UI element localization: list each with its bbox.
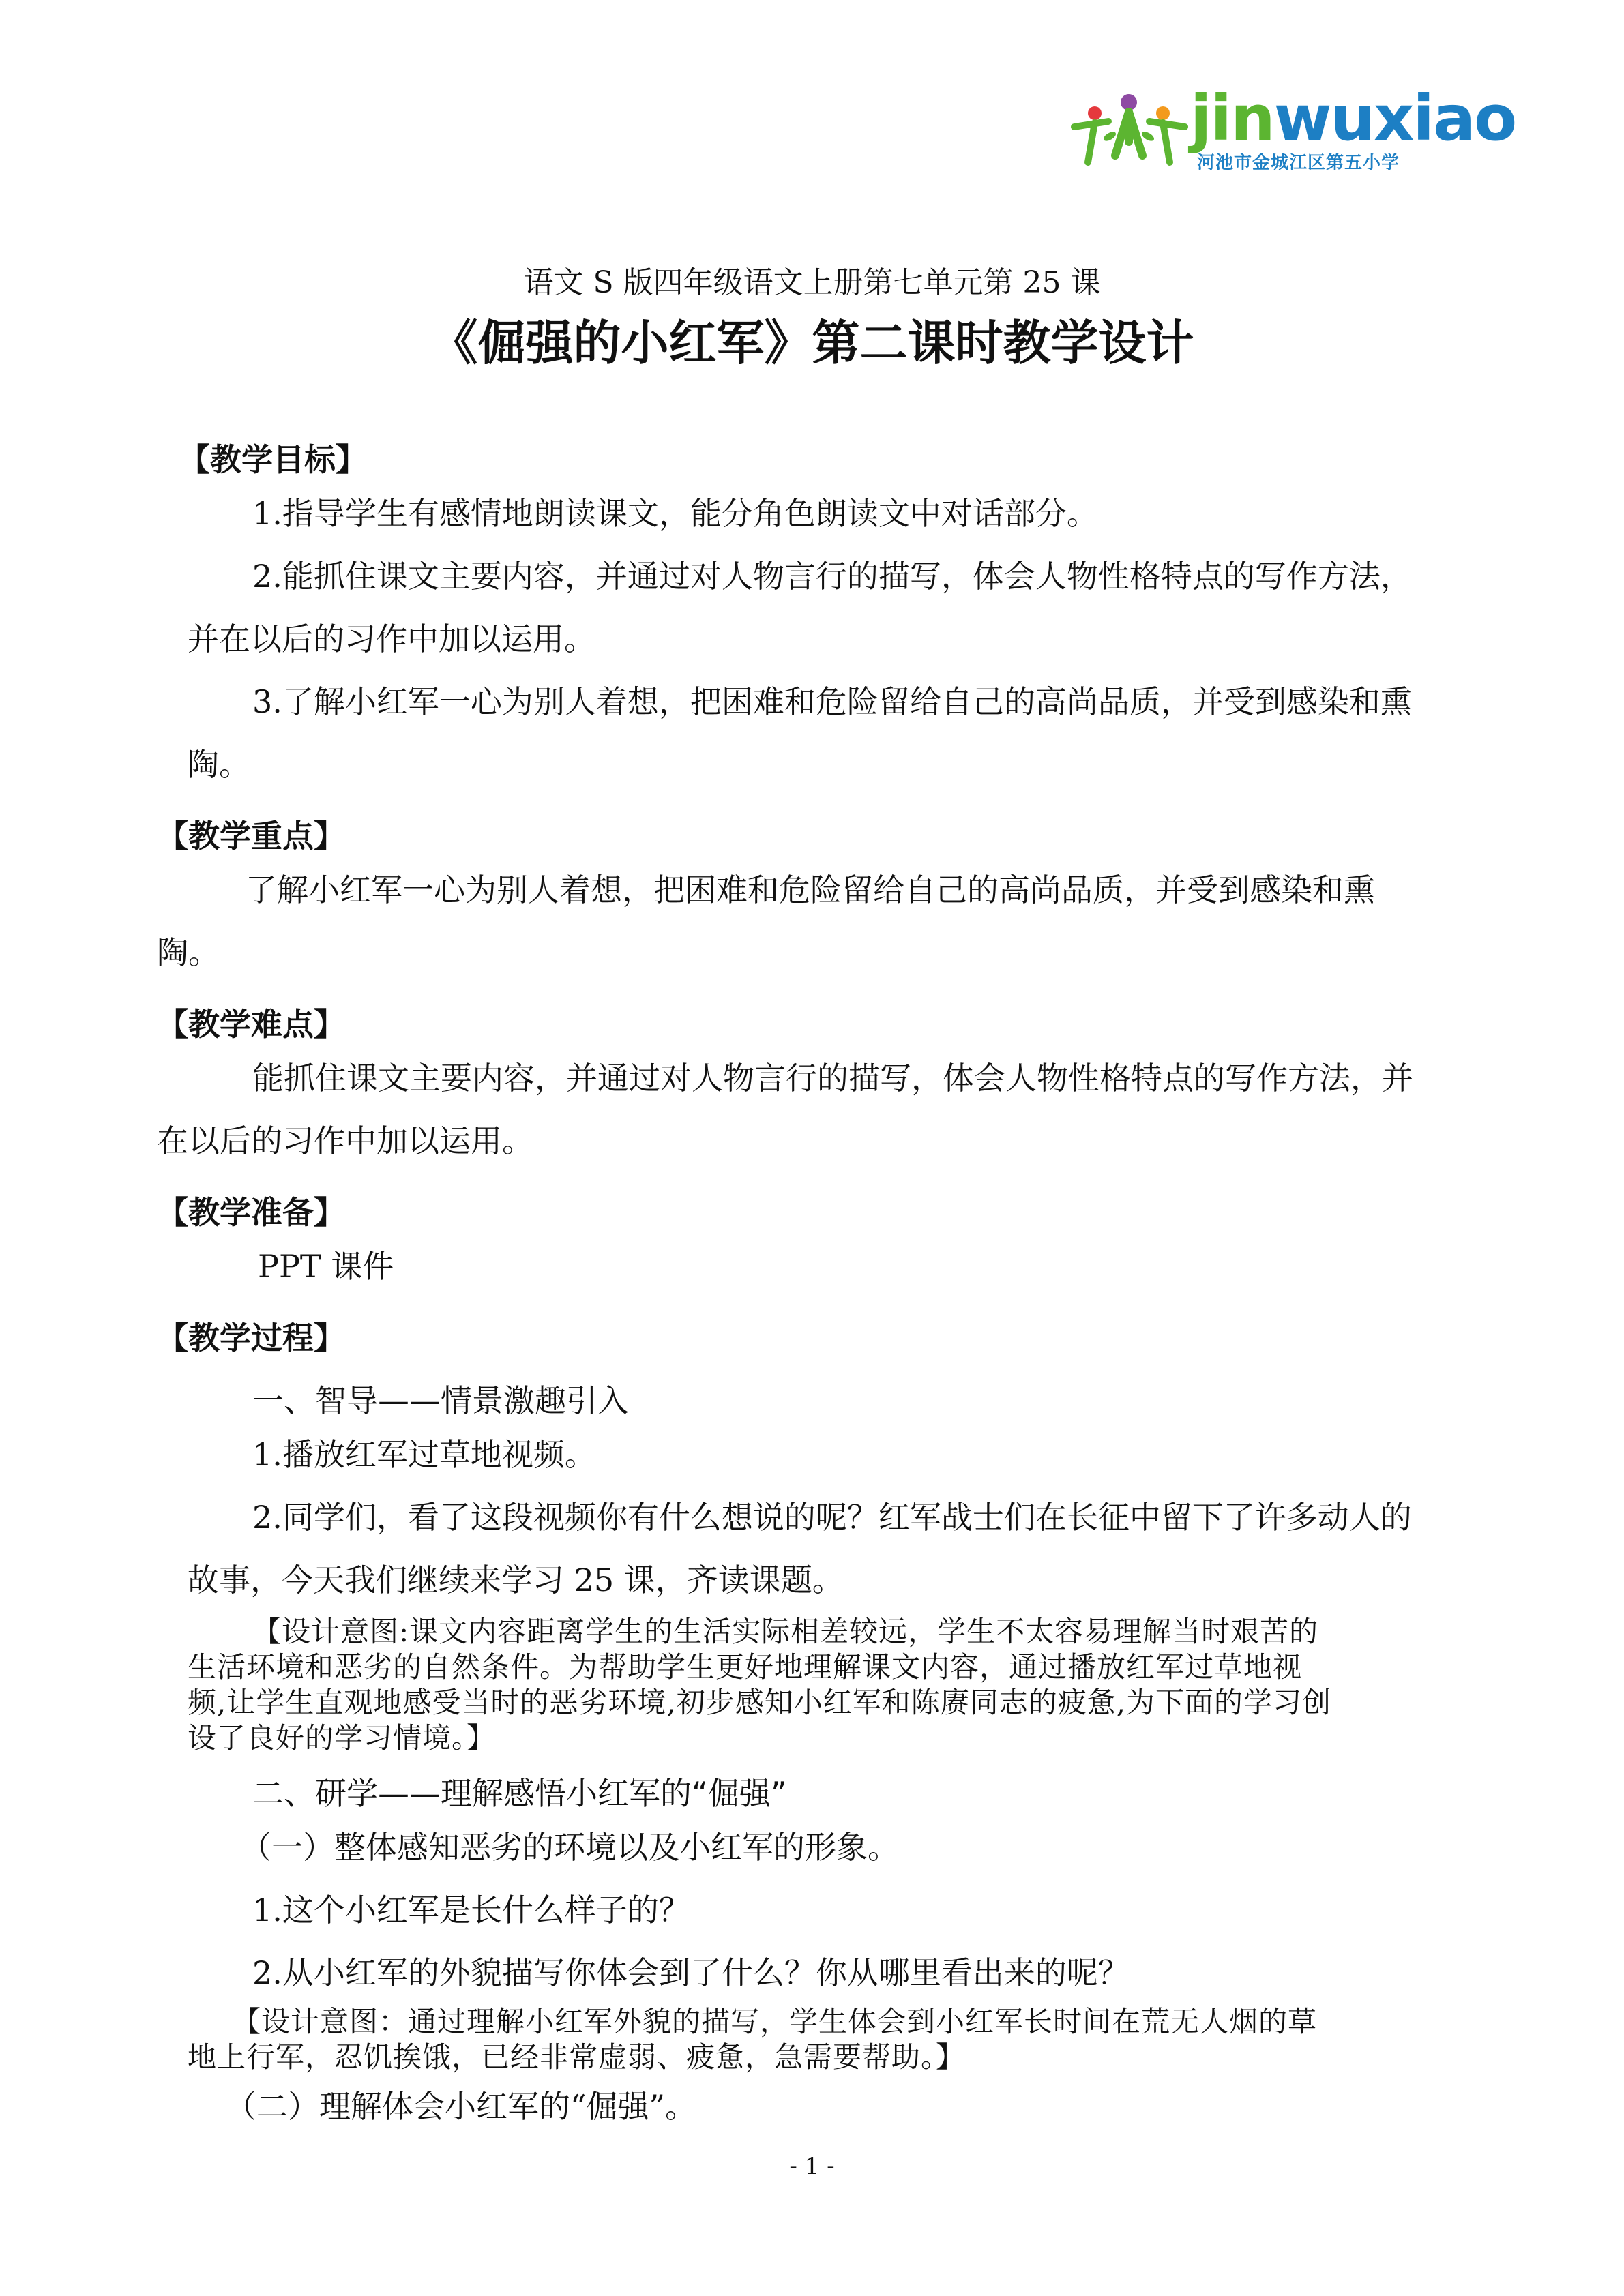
design-note-1-line-4: 设了良好的学习情境。】 <box>188 1721 497 1755</box>
difficulties-line-2: 在以后的习作中加以运用。 <box>157 1122 533 1159</box>
objective-item-1: 1.指导学生有感情地朗读课文，能分角色朗读文中对话部分。 <box>252 495 1098 532</box>
process-section-1-item-1: 1.播放红军过草地视频。 <box>252 1436 596 1473</box>
design-note-1-line-3: 频,让学生直观地感受当时的恶劣环境,初步感知小红军和陈赓同志的疲惫,为下面的学习创 <box>188 1686 1332 1719</box>
design-note-2-line-2: 地上行军，忍饥挨饿，已经非常虚弱、疲惫，急需要帮助。】 <box>188 2040 966 2074</box>
preparation-text: PPT 课件 <box>258 1248 394 1285</box>
objective-item-3-line-1: 3.了解小红军一心为别人着想，把困难和危险留给自己的高尚品质，并受到感染和熏 <box>252 683 1412 720</box>
children-figures-icon <box>1067 87 1190 183</box>
process-section-1-title: 一、智导——情景激趣引入 <box>252 1382 629 1419</box>
objective-item-2-line-2: 并在以后的习作中加以运用。 <box>188 621 595 657</box>
design-note-2-line-1: 【设计意图：通过理解小红军外貌的描写，学生体会到小红军长时间在荒无人烟的草 <box>232 2005 1318 2038</box>
lesson-subtitle: 语文 S 版四年级语文上册第七单元第 25 课 <box>523 265 1101 300</box>
section-heading-objectives: 【教学目标】 <box>179 441 367 478</box>
objective-item-3-line-2: 陶。 <box>188 746 250 783</box>
process-section-2-sub-2: （二）理解体会小红军的“倔强”。 <box>225 2088 697 2125</box>
objective-item-2-line-1: 2.能抓住课文主要内容，并通过对人物言行的描写，体会人物性格特点的写作方法， <box>252 558 1412 595</box>
process-section-2-title: 二、研学——理解感悟小红军的“倔强” <box>252 1775 787 1812</box>
design-note-1-line-2: 生活环境和恶劣的自然条件。为帮助学生更好地理解课文内容，通过播放红军过草地视 <box>188 1650 1303 1684</box>
school-logo <box>1067 82 1516 183</box>
section-heading-process: 【教学过程】 <box>157 1320 345 1356</box>
section-heading-preparation: 【教学准备】 <box>157 1194 345 1231</box>
page-number: - 1 - <box>789 2153 835 2180</box>
section-heading-difficulties: 【教学难点】 <box>157 1006 345 1043</box>
design-note-1-line-1: 【设计意图:课文内容距离学生的生活实际相差较远，学生不太容易理解当时艰苦的 <box>252 1615 1319 1648</box>
logo-brand: jinwuxiao <box>1190 82 1516 155</box>
page-title: 《倔强的小红军》第二课时教学设计 <box>430 315 1194 371</box>
difficulties-line-1: 能抓住课文主要内容，并通过对人物言行的描写，体会人物性格特点的写作方法，并 <box>252 1060 1413 1097</box>
process-section-2-sub-1: （一）整体感知恶劣的环境以及小红军的形象。 <box>240 1829 899 1866</box>
key-points-line-1: 了解小红军一心为别人着想，把困难和危险留给自己的高尚品质，并受到感染和熏 <box>246 871 1375 908</box>
key-points-line-2: 陶。 <box>157 934 220 971</box>
process-section-2-item-1: 1.这个小红军是长什么样子的？ <box>252 1892 690 1928</box>
process-section-2-item-2: 2.从小红军的外貌描写你体会到了什么？你从哪里看出来的呢？ <box>252 1954 1130 1991</box>
logo-school-name: 河池市金城江区第五小学 <box>1197 153 1400 173</box>
process-section-1-item-2-line-1: 2.同学们，看了这段视频你有什么想说的呢？红军战士们在长征中留下了许多动人的 <box>252 1499 1412 1536</box>
section-heading-key-points: 【教学重点】 <box>157 818 345 854</box>
process-section-1-item-2-line-2: 故事，今天我们继续来学习 25 课，齐读课题。 <box>188 1562 844 1598</box>
